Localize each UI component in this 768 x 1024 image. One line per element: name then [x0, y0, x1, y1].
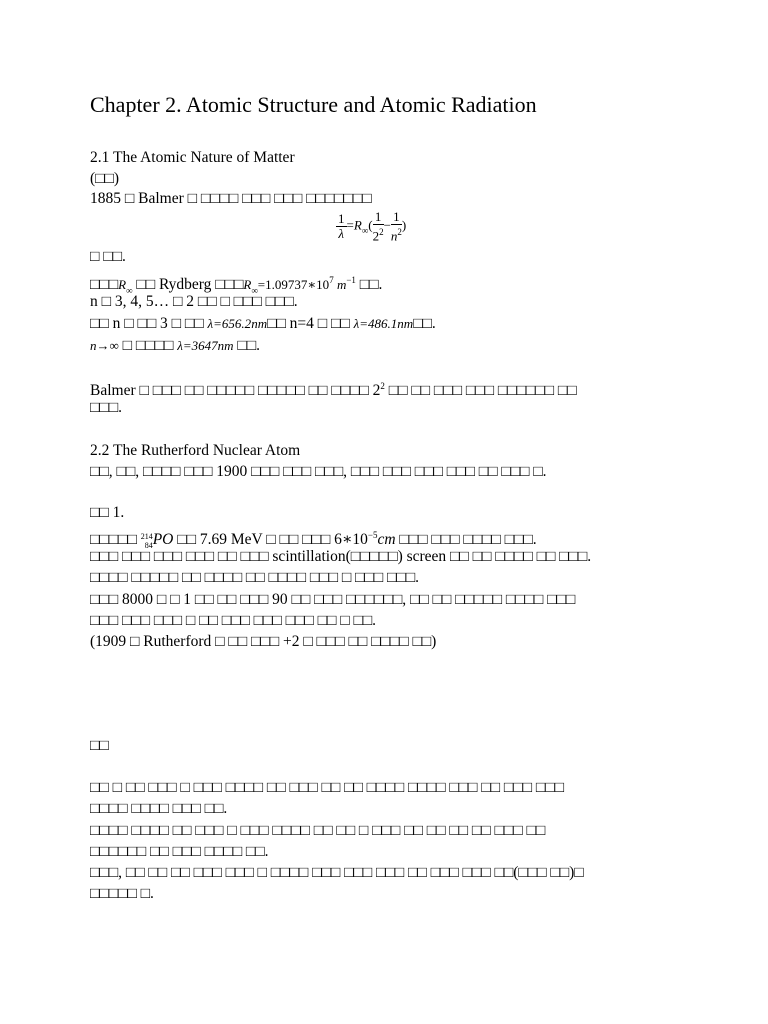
paragraph-line: n □ 3, 4, 5… □ 2 □□ □ □□□ □□□. [90, 293, 298, 310]
paragraph-line: □□ □ □□ □□□ □ □□□ □□□□ □□ □□□ □□ □□ □□□□ □□□□ □□□ □□ □□□ □□□ [90, 779, 564, 796]
polonium-line: □□□□□ 214 84 PO □□ 7.69 MeV □ □□ □□□ $6∗10^{-5}cm$ □□□ □□□ □□□□ □□□. [90, 530, 537, 550]
balmer-formula: $\frac{1}{\lambda}$ $=R_\infty$( $\frac{1}{2^2}$ − $\frac{1}{n^2}$ ) [338, 209, 407, 244]
paragraph-line: 1885 □ Balmer □ □□□□ □□□ □□□ □□□□□□□ [90, 190, 372, 207]
paragraph-line: □□□. [90, 399, 122, 416]
balmer-note-line: Balmer □ □□□ □□ □□□□□ □□□□□ □□ □□□□ $2^2$ □□ □□ □□□ □□□ □□□□□□ □□ [90, 381, 577, 400]
paragraph-line: □□□□ □□□□ □□ □□□ □ □□□ □□□□ □□ □□ □ □□□ □□ □□ □□ □□ □□□ □□ [90, 822, 546, 839]
paragraph-line: □ □□. [90, 248, 126, 265]
section-heading-2-1: 2.1 The Atomic Nature of Matter [90, 149, 295, 166]
paragraph-line: (1909 □ Rutherford □ □□ □□□ +2 □ □□□ □□ □□□□ □□) [90, 633, 437, 650]
paragraph-line: □□□ 8000 □ □ 1 □□ □□ □□□ 90 □□ □□□ □□□□□□, □□ □□ □□□□□ □□□□ □□□ [90, 591, 576, 608]
rydberg-line: $□□□R_\infty$ □□ Rydberg $□□□R_\infty=1.09737∗10^7$ $m^{-1}$ □□. [90, 275, 383, 296]
paragraph-line: □□□□□ □. [90, 885, 154, 902]
limit-line: n→∞ □ □□□□ λ=3647nm □□. [90, 337, 260, 354]
section-heading-2-2: 2.2 The Rutherford Nuclear Atom [90, 442, 301, 459]
paragraph-line: □□□ □□□ □□□ □□□ □□ □□□ scintillation(□□□□□) screen □□ □□ □□□□ □□ □□□. [90, 548, 592, 565]
paragraph-line: □□□□ □□□□ □□□ □□. [90, 800, 228, 817]
paragraph-line: (□□) [90, 170, 120, 187]
chapter-title: Chapter 2. Atomic Structure and Atomic Radiation [90, 92, 537, 117]
paragraph-line: □□□, □□ □□ □□ □□□ □□□ □ □□□□ □□□ □□□ □□□ □□ □□□ □□□ □□(□□□ □□)□ [90, 864, 584, 881]
paragraph-line: □□□ □□□ □□□ □ □□ □□□ □□□ □□□ □□ □ □□. [90, 612, 377, 629]
paragraph-line: □□□□□□ □□ □□□ □□□□ □□. [90, 843, 269, 860]
paragraph-line: □□□□ □□□□□ □□ □□□□ □□ □□□□ □□□ □ □□□ □□□. [90, 569, 419, 586]
answer-heading: □□ [90, 737, 109, 754]
paragraph-line: □□, □□, □□□□ □□□ 1900 □□□ □□□ □□□, □□□ □□□ □□□ □□□ □□ □□□ □. [90, 463, 547, 480]
example-heading: □□ 1. [90, 504, 125, 521]
wavelength-line: □□ n □ □□ 3 □ □□ λ=656.2nm□□ n=4 □ □□ λ=486.1nm□□. [90, 315, 436, 332]
